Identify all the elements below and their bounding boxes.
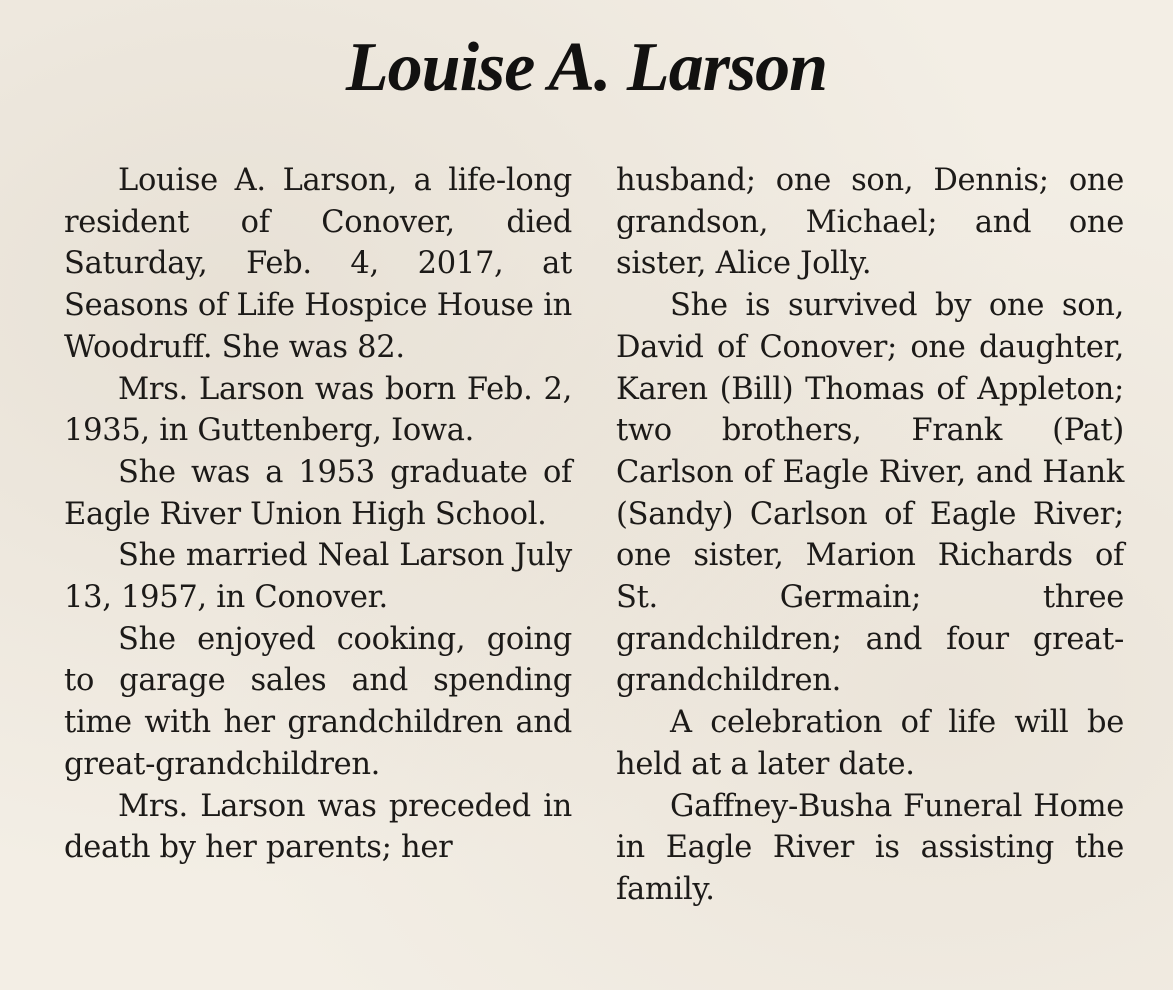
- paragraph-education: She was a 1953 graduate of Eagle River Union High School.: [64, 454, 572, 532]
- paragraph-death-notice: Louise A. Larson, a life-long resident of Conover, died Saturday, Feb. 4, 2017, at Seasons of Life Hospice House in Woodruff. She was 82.: [64, 163, 572, 365]
- paragraph-hobbies: She enjoyed cooking, going to garage sales and spending time with her grandchildren and great-grandchildren.: [64, 621, 572, 782]
- paragraph-preceded-in-death-continued: husband; one son, Dennis; one grandson, Michael; and one sister, Alice Jolly.: [616, 163, 1124, 282]
- paragraph-funeral-home: Gaffney-Busha Funeral Home in Eagle River is assisting the family.: [616, 788, 1124, 907]
- paragraph-survivors: She is survived by one son, David of Conover; one daughter, Karen (Bill) Thomas of Appleton; two brothers, Frank (Pat) Carlson of Eagle River, and Hank (Sandy) Carlson of Eagle River; one sister, Marion Richards of St. Germain; three grandchildren; and four great-grandchildren.: [616, 288, 1124, 699]
- left-column: [64, 160, 572, 869]
- right-column: [616, 160, 1124, 911]
- paragraph-marriage: She married Neal Larson July 13, 1957, in Conover.: [64, 538, 572, 616]
- paragraph-celebration: A celebration of life will be held at a later date.: [616, 705, 1124, 782]
- paragraph-birth: Mrs. Larson was born Feb. 2, 1935, in Guttenberg, Iowa.: [64, 371, 572, 449]
- paragraph-preceded-in-death: Mrs. Larson was preceded in death by her parents; her: [64, 788, 572, 866]
- obituary-title: Louise A. Larson: [345, 29, 828, 106]
